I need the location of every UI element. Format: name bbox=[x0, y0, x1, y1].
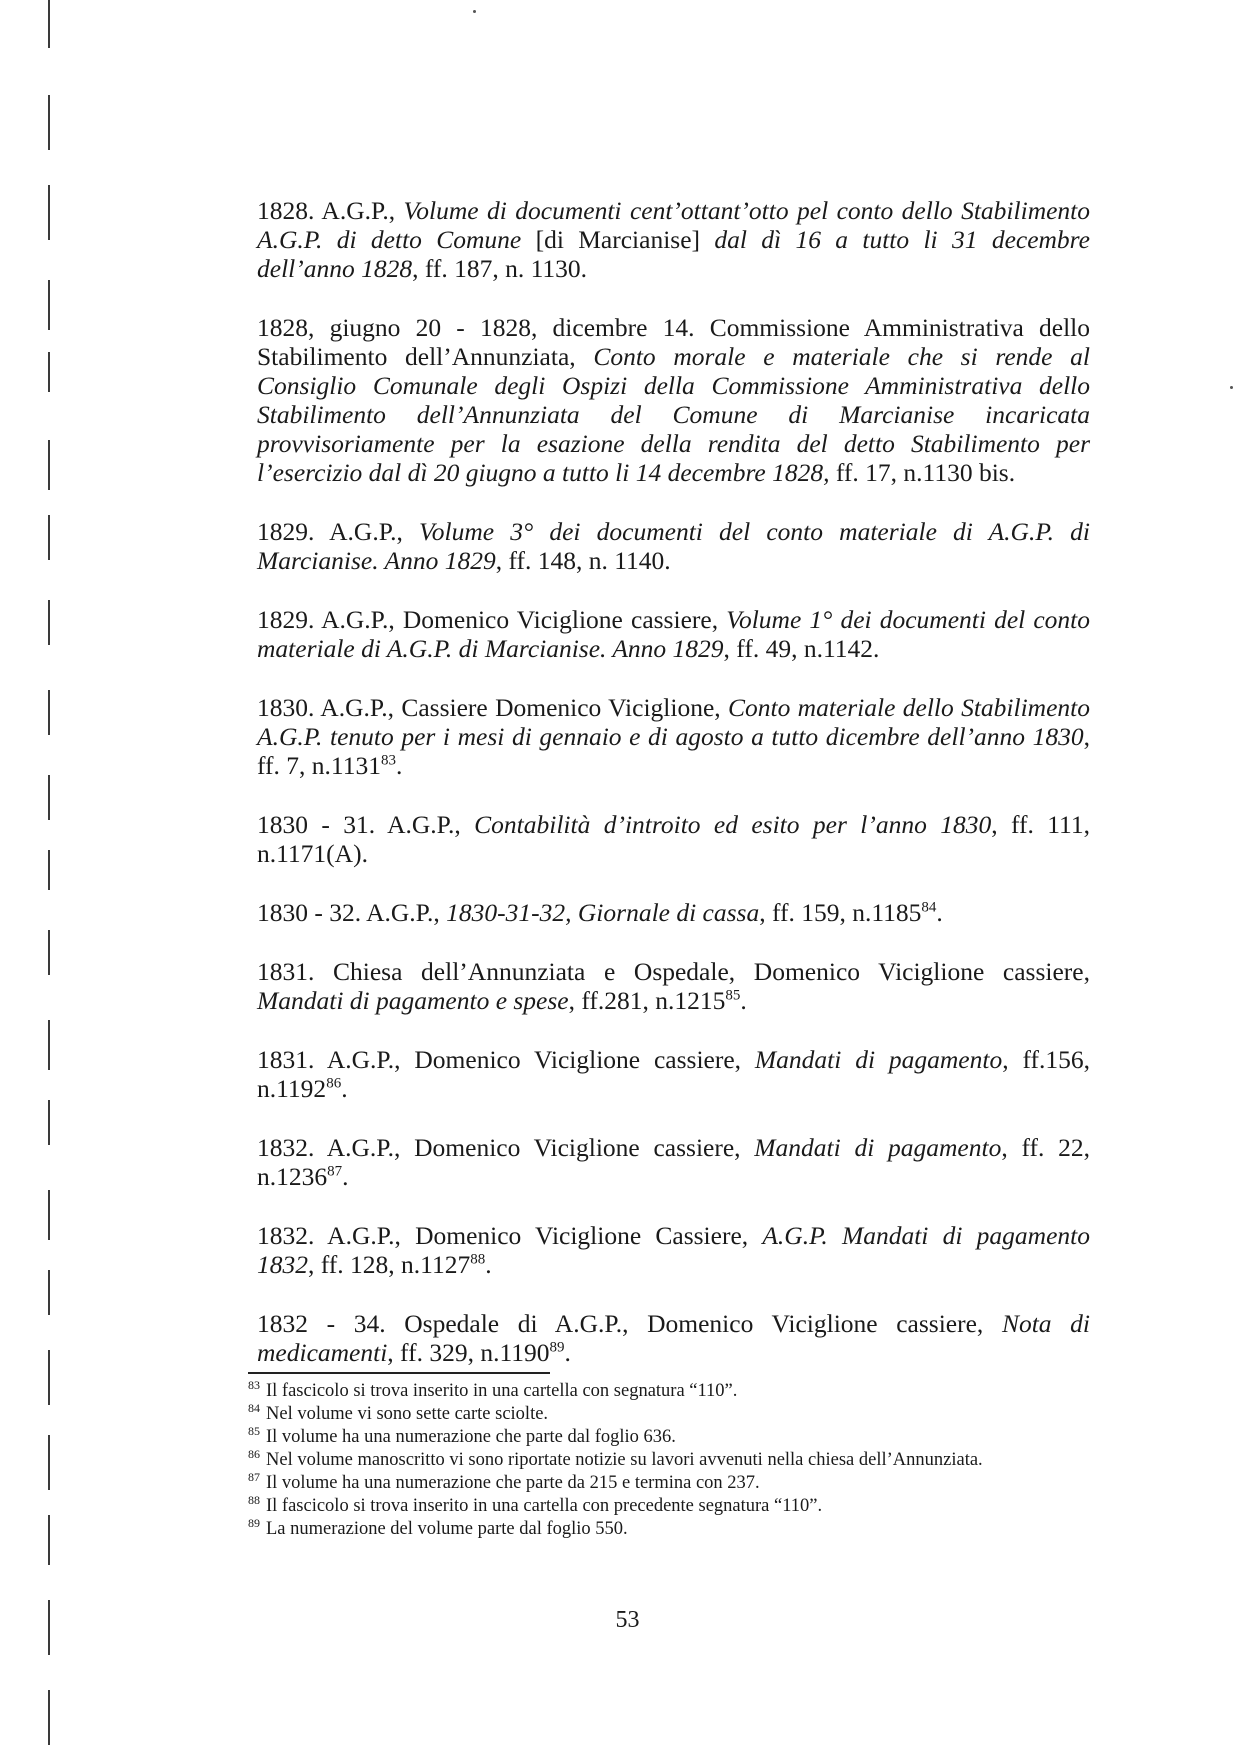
footnote-ref: 83 bbox=[380, 752, 396, 769]
entry-list bbox=[257, 196, 1090, 1397]
page-number: 53 bbox=[615, 1607, 640, 1633]
entry-1831-chiesa: 1831. Chiesa dell’Annunziata e Ospedale, Domenico Viciglione cassiere, Mandati di pagamento e spese, ff.281, n.1215$^{85}$. bbox=[257, 957, 1090, 1015]
entry-1829-volume-3: 1829. A.G.P., Volume 3° dei documenti del conto materiale di A.G.P. di Marcianise. Anno 1829, ff. 148, n. 1140. bbox=[257, 517, 1090, 575]
binding-mark bbox=[48, 775, 50, 820]
footnote: $^{88}$ Il fascicolo si trova inserito in una cartella con precedente segnatura “110”. bbox=[248, 1492, 823, 1516]
entry-1830-31-contabilita: 1830 - 31. A.G.P., Contabilità d’introito ed esito per l’anno 1830, ff. 111, n.1171(A). bbox=[257, 810, 1090, 868]
binding-mark bbox=[48, 1690, 50, 1745]
footnote: $^{84}$ Nel volume vi sono sette carte sciolte. bbox=[248, 1400, 549, 1424]
binding-mark bbox=[48, 1350, 50, 1405]
binding-mark bbox=[48, 1100, 50, 1145]
binding-mark bbox=[48, 1435, 50, 1490]
footnote: $^{87}$ Il volume ha una numerazione che parte da 215 e termina con 237. bbox=[248, 1469, 760, 1493]
scan-speck bbox=[1230, 386, 1233, 389]
footnote-ref: 84 bbox=[921, 899, 937, 916]
entry-1831-mandati: 1831. A.G.P., Domenico Viciglione cassiere, Mandati di pagamento, ff.156, n.1192$^{86}$. bbox=[257, 1045, 1090, 1103]
binding-mark bbox=[48, 515, 50, 560]
entry-1828-volume-documenti: 1828. A.G.P., Volume di documenti cent’ottant’otto pel conto dello Stabilimento A.G.P. di detto Comune [di Marcianise] dal dì 16 a tutto li 31 decembre dell’anno 1828, ff. 187, n. 1130. bbox=[257, 196, 1091, 283]
entry-1830-32-giornale: 1830 - 32. A.G.P., 1830-31-32, Giornale di cassa, ff. 159, n.1185$^{84}$. bbox=[257, 898, 943, 927]
entry-1832-mandati: 1832. A.G.P., Domenico Viciglione cassiere, Mandati di pagamento, ff. 22, n.1236$^{87}$. bbox=[257, 1133, 1090, 1191]
footnote-separator bbox=[248, 1372, 550, 1374]
footnote-ref: 89 bbox=[549, 1339, 565, 1356]
binding-mark bbox=[48, 1270, 50, 1315]
footnote-ref: 87 bbox=[327, 1163, 343, 1180]
entry-1829-volume-1: 1829. A.G.P., Domenico Viciglione cassiere, Volume 1° dei documenti del conto materiale di A.G.P. di Marcianise. Anno 1829, ff. 49, n.1142. bbox=[257, 605, 1090, 663]
footnote: $^{86}$ Nel volume manoscritto vi sono riportate notizie su lavori avvenuti nella chiesa dell’Annunziata. bbox=[248, 1446, 983, 1470]
entry-1828-conto-morale: 1828, giugno 20 - 1828, dicembre 14. Commissione Amministrativa dello Stabilimento dell’Annunziata, Conto morale e materiale che si rende al Consiglio Comunale degli Ospizi della Commissione Amministrativa dello Stabilimento dell’Annunziata del Comune di Marcianise incaricata provvisoriamente per la esazione della rendita del detto Stabilimento per l’esercizio dal dì 20 giugno a tutto li 14 decembre 1828, ff. 17, n.1130 bis. bbox=[257, 313, 1090, 487]
binding-mark bbox=[48, 600, 50, 645]
binding-mark bbox=[48, 95, 50, 150]
footnote: $^{83}$ Il fascicolo si trova inserito in una cartella con segnatura “110”. bbox=[248, 1377, 738, 1401]
footnote: $^{89}$ La numerazione del volume parte dal foglio 550. bbox=[248, 1515, 628, 1539]
binding-mark bbox=[48, 1190, 50, 1240]
footnote: $^{85}$ Il volume ha una numerazione che parte dal foglio 636. bbox=[248, 1423, 676, 1447]
entry-1830-conto-materiale: 1830. A.G.P., Cassiere Domenico Viciglione, Conto materiale dello Stabilimento A.G.P. tenuto per i mesi di gennaio e di agosto a tutto dicembre dell’anno 1830, ff. 7, n.1131$^{83}$. bbox=[257, 693, 1090, 780]
footnotes bbox=[248, 1377, 1108, 1541]
binding-mark bbox=[48, 1020, 50, 1070]
binding-mark bbox=[48, 930, 50, 975]
footnote-ref: 86 bbox=[326, 1075, 342, 1092]
scan-speck bbox=[473, 10, 476, 13]
binding-mark bbox=[48, 690, 50, 735]
footnote-ref: 85 bbox=[725, 987, 741, 1004]
binding-mark bbox=[48, 280, 50, 330]
binding-mark bbox=[48, 850, 50, 890]
footnote-ref: 88 bbox=[470, 1251, 486, 1268]
binding-mark bbox=[48, 1515, 50, 1565]
binding-mark bbox=[48, 440, 50, 490]
binding-mark bbox=[48, 352, 50, 392]
binding-mark bbox=[48, 0, 50, 48]
entry-1832-34-ospedale: 1832 - 34. Ospedale di A.G.P., Domenico Viciglione cassiere, Nota di medicamenti, ff. 329, n.1190$^{89}$. bbox=[257, 1309, 1090, 1367]
entry-1832-agp-mandati: 1832. A.G.P., Domenico Viciglione Cassiere, A.G.P. Mandati di pagamento 1832, ff. 128, n.1127$^{88}$. bbox=[257, 1221, 1090, 1279]
binding-mark bbox=[48, 185, 50, 240]
